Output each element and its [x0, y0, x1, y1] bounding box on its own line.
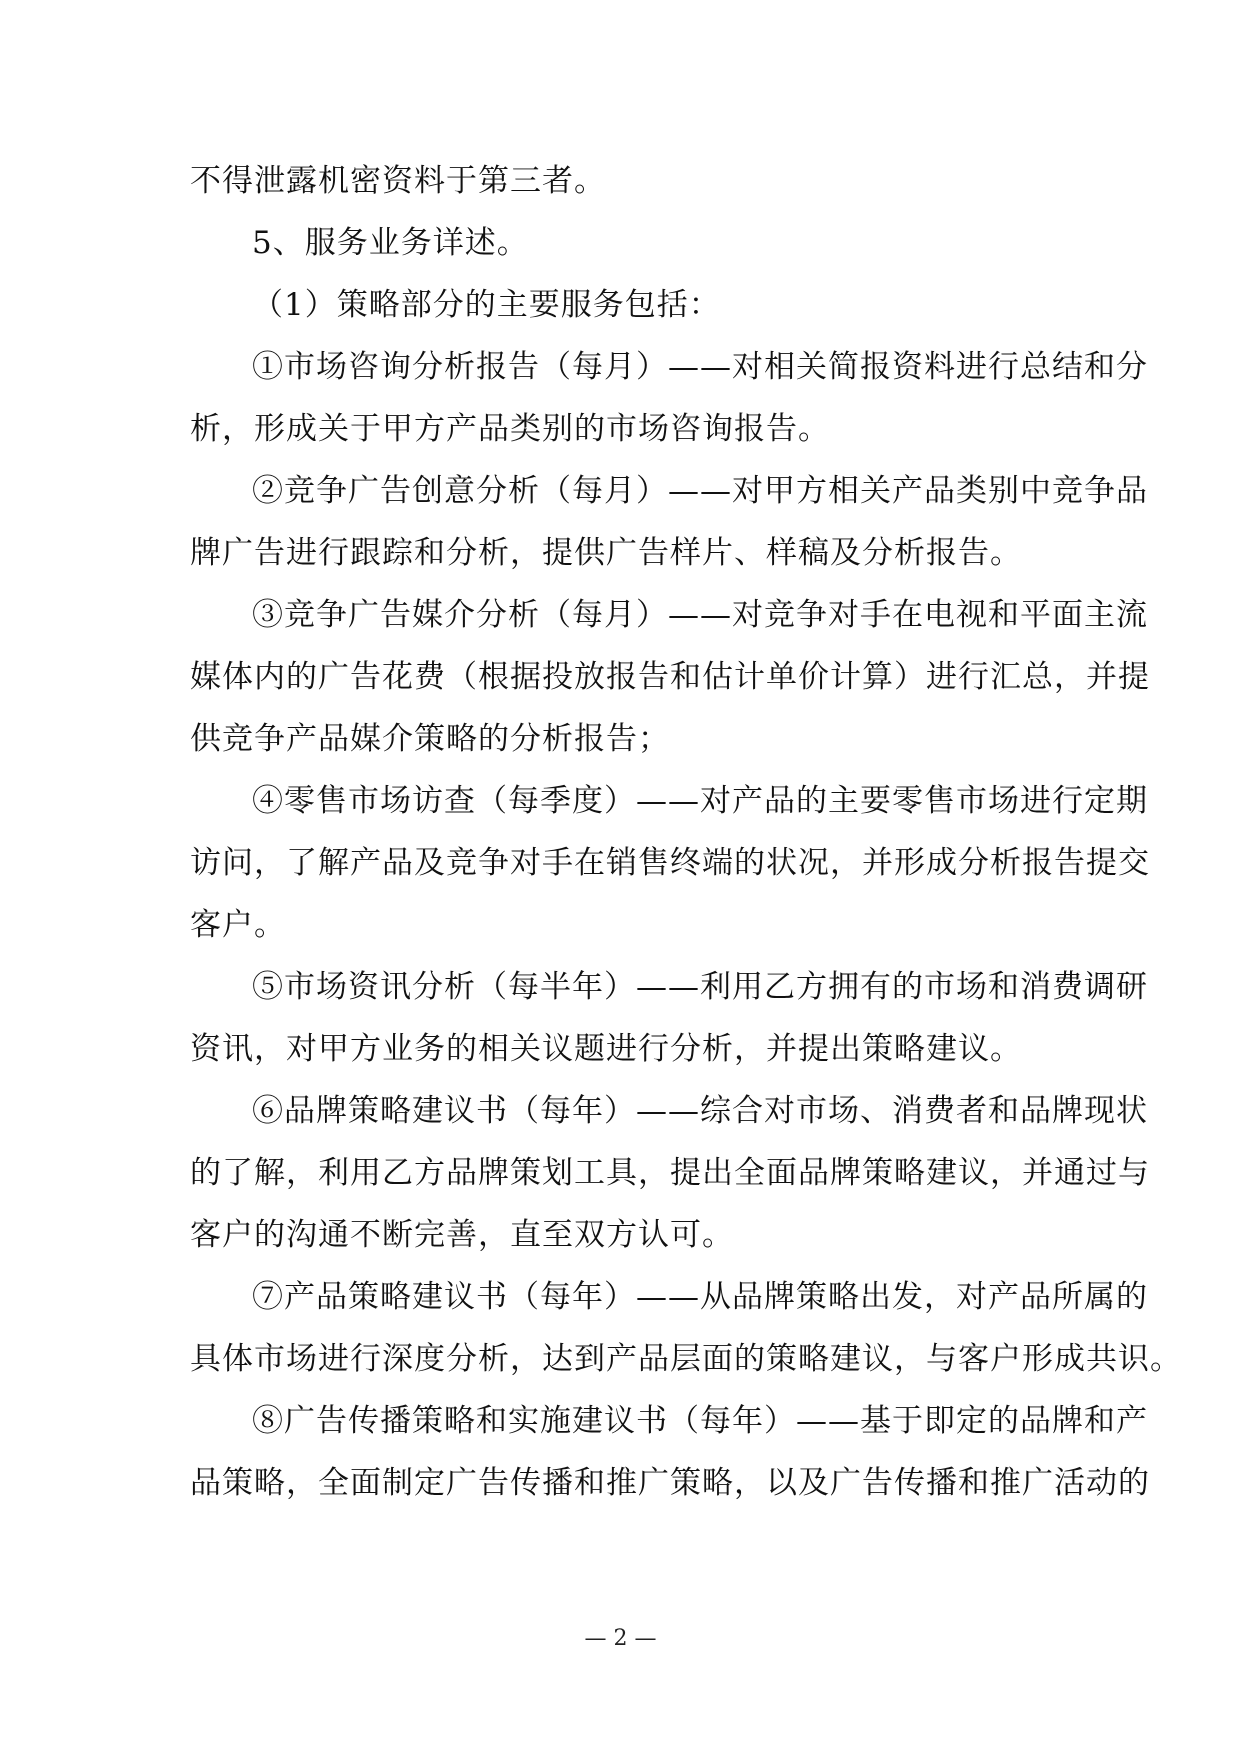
page-number: — 2 — [584, 1626, 657, 1651]
line: 供竞争产品媒介策略的分析报告； [190, 721, 670, 757]
line: 5、服务业务详述。 [252, 225, 529, 261]
paragraph-item-6-cont [190, 1142, 1150, 1204]
line: （1）策略部分的主要服务包括： [252, 287, 721, 323]
paragraph-item-1-cont [190, 398, 1050, 460]
line: 不得泄露机密资料于第三者。 [190, 163, 606, 199]
paragraph-subsection-1-heading [190, 274, 1050, 336]
line: ①市场咨询分析报告（每月）——对相关简报资料进行总结和分 [252, 349, 1148, 385]
paragraph-item-8 [190, 1390, 1148, 1452]
paragraph-item-3-cont [190, 646, 1150, 708]
line: 品策略，全面制定广告传播和推广策略，以及广告传播和推广活动的 [190, 1465, 1150, 1501]
line: ⑤市场资讯分析（每半年）——利用乙方拥有的市场和消费调研 [252, 969, 1148, 1005]
paragraph-item-6 [190, 1080, 1148, 1142]
paragraph-item-7 [190, 1266, 1148, 1328]
paragraph-item-1 [190, 336, 1148, 398]
paragraph-item-6-cont [190, 1204, 1050, 1266]
paragraph-item-2-cont [190, 522, 1050, 584]
line: 的了解，利用乙方品牌策划工具，提出全面品牌策略建议，并通过与 [190, 1155, 1150, 1191]
line: 具体市场进行深度分析，达到产品层面的策略建议，与客户形成共识。 [190, 1341, 1182, 1377]
line: 客户。 [190, 907, 286, 943]
line: 访问，了解产品及竞争对手在销售终端的状况，并形成分析报告提交 [190, 845, 1150, 881]
paragraph-item-3-cont [190, 708, 1050, 770]
paragraph-item-5 [190, 956, 1148, 1018]
paragraph-item-7-cont [190, 1328, 1182, 1390]
paragraph-p0 [190, 150, 1050, 212]
paragraph-item-4-cont [190, 894, 1050, 956]
line: 客户的沟通不断完善，直至双方认可。 [190, 1217, 734, 1253]
paragraph-item-4-cont [190, 832, 1150, 894]
line: ⑧广告传播策略和实施建议书（每年）——基于即定的品牌和产 [252, 1403, 1148, 1439]
line: 析，形成关于甲方产品类别的市场咨询报告。 [190, 411, 830, 447]
paragraph-item-5-cont [190, 1018, 1050, 1080]
line: 资讯，对甲方业务的相关议题进行分析，并提出策略建议。 [190, 1031, 1022, 1067]
line: ⑦产品策略建议书（每年）——从品牌策略出发，对产品所属的 [252, 1279, 1148, 1315]
paragraph-item-8-cont [190, 1452, 1150, 1514]
paragraph-item-4 [190, 770, 1148, 832]
line: 媒体内的广告花费（根据投放报告和估计单价计算）进行汇总，并提 [190, 659, 1150, 695]
line: ⑥品牌策略建议书（每年）——综合对市场、消费者和品牌现状 [252, 1093, 1148, 1129]
document-body [190, 150, 1182, 1514]
line: ②竞争广告创意分析（每月）——对甲方相关产品类别中竞争品 [252, 473, 1148, 509]
paragraph-item-2 [190, 460, 1148, 522]
line: 牌广告进行跟踪和分析，提供广告样片、样稿及分析报告。 [190, 535, 1022, 571]
line: ③竞争广告媒介分析（每月）——对竞争对手在电视和平面主流 [252, 597, 1148, 633]
paragraph-item-3 [190, 584, 1148, 646]
line: ④零售市场访查（每季度）——对产品的主要零售市场进行定期 [252, 783, 1148, 819]
paragraph-section-5-heading [190, 212, 1050, 274]
